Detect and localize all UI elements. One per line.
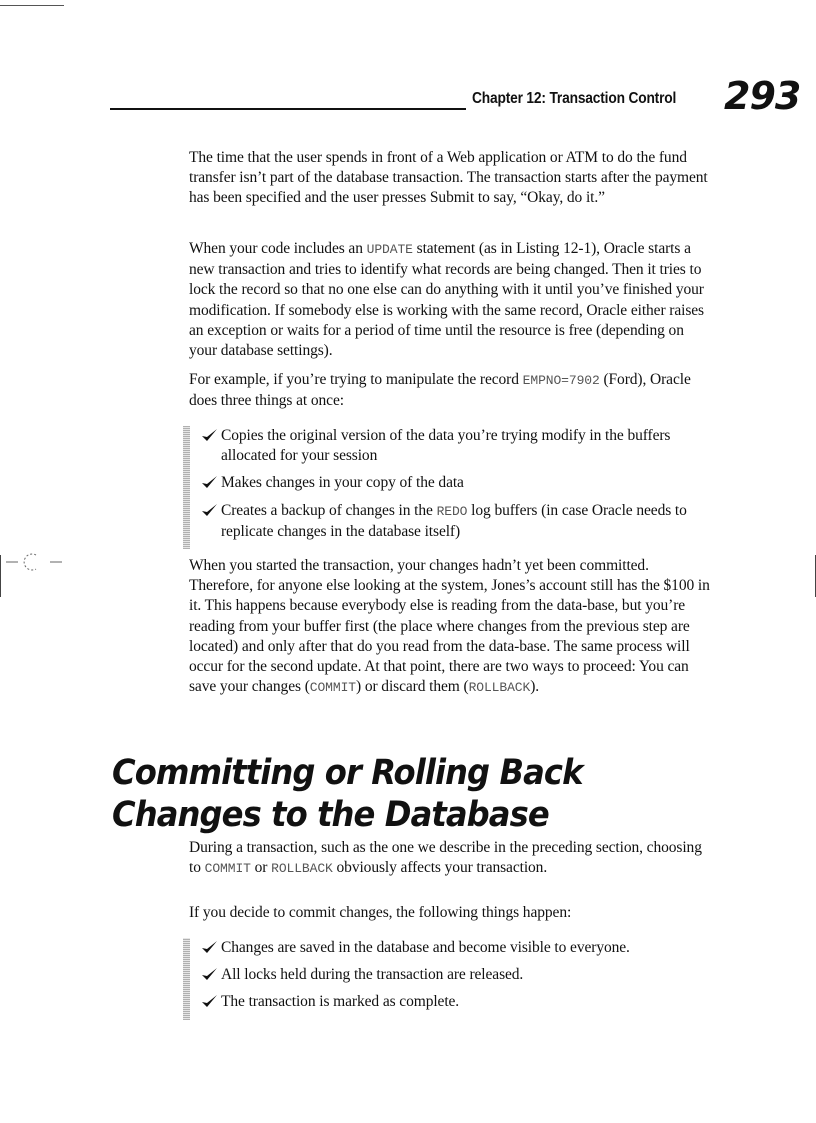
section-heading xyxy=(112,752,583,836)
paragraph-commit-explanation xyxy=(189,556,713,698)
list-item-text: The transaction is marked as complete. xyxy=(221,993,460,1011)
check-mark-icon xyxy=(201,427,218,443)
text: During a transaction, such as the one we describe in the preceding section, choosing to xyxy=(189,839,702,877)
code-commit: COMMIT xyxy=(309,680,356,696)
list-item-text xyxy=(221,502,687,540)
chapter-title: Chapter 12: Transaction Control xyxy=(472,90,677,107)
text: or xyxy=(250,859,272,877)
code-redo: REDO xyxy=(436,503,468,519)
list-item xyxy=(183,426,713,466)
text: ). xyxy=(530,678,540,696)
commit-effects-list xyxy=(183,938,713,1020)
paragraph-update xyxy=(189,239,709,361)
check-mark-icon xyxy=(201,993,218,1009)
list-item-text: Changes are saved in the database and become visible to everyone. xyxy=(221,939,630,956)
list-item xyxy=(183,992,713,1012)
paragraph-transaction-choice xyxy=(189,838,709,879)
header-rule xyxy=(110,108,466,110)
text: ) or discard them ( xyxy=(355,678,469,696)
check-mark-icon xyxy=(201,502,218,518)
code-commit: COMMIT xyxy=(204,861,251,877)
code-update: UPDATE xyxy=(366,242,413,257)
section-heading-line1: Committing or Rolling Back xyxy=(112,753,583,793)
oracle-actions-list xyxy=(183,426,713,549)
crop-mark xyxy=(0,5,64,6)
text: (Ford), Oracle does three things at once: xyxy=(189,371,691,410)
list-item xyxy=(183,938,713,958)
paragraph-example xyxy=(189,370,709,411)
text: Creates a backup of changes in the xyxy=(221,501,437,519)
check-mark-icon xyxy=(201,474,218,490)
list-item xyxy=(183,965,713,985)
registration-mark-icon xyxy=(6,552,62,572)
code-rollback: ROLLBACK xyxy=(468,680,531,696)
page-number: 293 xyxy=(724,74,801,118)
list-item xyxy=(183,473,713,493)
text: obviously affects your transaction. xyxy=(332,859,548,877)
text: For example, if you’re trying to manipulate the record xyxy=(189,371,523,388)
list-item-text: All locks held during the transaction are released. xyxy=(221,966,524,984)
text: log buffers (in case Oracle needs to replicate changes in the database itself) xyxy=(221,501,687,540)
check-mark-icon xyxy=(201,966,218,982)
code-rollback: ROLLBACK xyxy=(271,861,333,877)
check-mark-icon xyxy=(201,939,218,955)
list-item-text: Makes changes in your copy of the data xyxy=(221,474,464,492)
paragraph-intro: The time that the user spends in front of a Web application or ATM to do the fund transfer isn’t part of the database transaction. The transaction starts after the payment has been specified and the user presses Submit to say, “Okay, do it.” xyxy=(189,149,708,207)
code-empno: EMPNO=7902 xyxy=(522,373,600,388)
paragraph-commit-intro: If you decide to commit changes, the following things happen: xyxy=(189,904,572,921)
margin-rule-left xyxy=(0,555,1,597)
list-item-text: Copies the original version of the data you’re trying modify in the buffers allocated for your session xyxy=(221,427,671,465)
text: statement (as in Listing 12-1), Oracle starts a new transaction and tries to identify what records are being changed. Then it tries to lock the record so that no one else can do anything with it until you’ve finished your modification. If somebody else is working with the same record, Oracle either raises an exception or waits for a period of time until the resource is free (depending on your database settings). xyxy=(189,240,704,360)
text: When you started the transaction, your changes hadn’t yet been committed. Therefore, for anyone else looking at the system, Jones’s account still has the $100 in it. This happens because everybody else is reading from the data-base, but you’re reading from your buffer first (the place where changes from the previous step are located) and only after that do you read from the data-base. The same process will occur for the second update. At that point, there are two ways to proceed: You can save your changes ( xyxy=(189,557,710,696)
section-heading-line2: Changes to the Database xyxy=(112,795,549,835)
list-item xyxy=(183,501,713,542)
text: When your code includes an xyxy=(189,240,367,257)
